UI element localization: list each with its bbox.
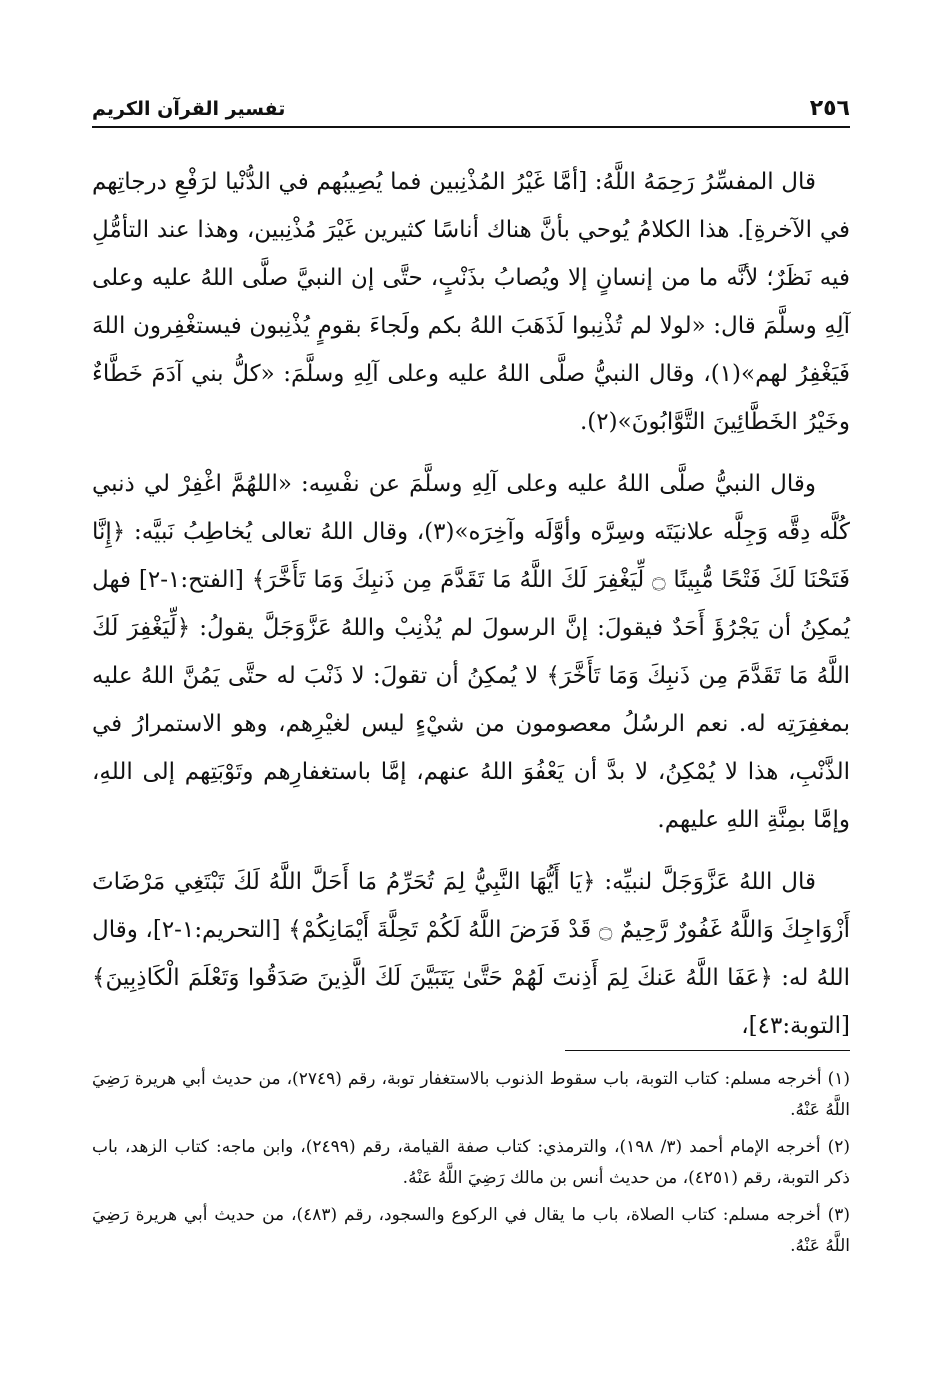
footnote: (٢) أخرجه الإمام أحمد (٣/ ١٩٨)، والترمذي: كتاب صفة القيامة، رقم (٢٤٩٩)، وابن ماجه: كتاب الزهد، باب ذكر التوبة، رقم (٤٢٥١)، من حديث أنس بن مالك رَضِيَ اللَّهُ عَنْهُ. (92, 1137, 851, 1188)
page-number: ٢٥٦ (809, 96, 850, 121)
paragraph: وقال النبيُّ صلَّى اللهُ عليه وعلى آلِهِ وسلَّمَ عن نفْسِه: «اللهُمَّ اغْفِرْ لي ذنبي كُلَّه دِقَّه وَجِلَّه علانيَتَه وسِرَّه وأوَّلَه وآخِرَه»(٣)، وقال اللهُ تعالى يُخاطِبُ نَبيَّه: ﴿إِنَّا فَتَحْنَا لَكَ فَتْحًا مُّبِينًا ۝ لِّيَغْفِرَ لَكَ اللَّهُ مَا تَقَدَّمَ مِن ذَنبِكَ وَمَا تَأَخَّرَ﴾ [الفتح:١-٢] فهل يُمكِنُ أن يَجْرُؤَ أَحَدٌ فيقولَ: إنَّ الرسولَ لم يُذْنِبْ واللهُ عَزَّوَجَلَّ يقولُ: ﴿لِّيَغْفِرَ لَكَ اللَّهُ مَا تَقَدَّمَ مِن ذَنبِكَ وَمَا تَأَخَّرَ﴾ لا يُمكِنُ أن تقولَ: لا ذَنْبَ له حتَّى يَمُنَّ اللهُ عليه بمغفِرَتِه له. نعم الرسُلُ معصومون من شيْءٍ ليس لغيْرِهم، وهو الاستمرارُ في الذَّنْبِ، هذا لا يُمْكِنُ، لا بدَّ أن يَعْفُوَ اللهُ عنهم، إمَّا باستغفارِهم وتَوْبَتِهم إلى اللهِ، وإمَّا بمِنَّةِ اللهِ عليهم. (92, 471, 850, 833)
footnotes (92, 1064, 850, 1268)
running-title: تفسير القرآن الكريم (92, 98, 286, 120)
paragraph: قال المفسِّرُ رَحِمَهُ اللَّهُ: [أمَّا غَيْرُ المُذْنِبين فما يُصِيبُهم في الدُّنْيا لرَفْعِ درجاتِهم في الآخرةِ]. هذا الكلامُ يُوحي بأنَّ هناك أناسًا كثيرين غَيْرَ مُذْنِبين، وهذا عند التأمُّلِ فيه نَظَرٌ؛ لأنَّه ما من إنسانٍ إلا ويُصابُ بذَنْبٍ، حتَّى إن النبيَّ صلَّى اللهُ عليه وعلى آلِهِ وسلَّمَ قال: «لولا لم تُذْنِبوا لَذَهَبَ اللهُ بكم ولَجاءَ بقومٍ يُذْنِبون فيستغْفِرون اللهَ فَيَغْفِرُ لهم»(١)، وقال النبيُّ صلَّى اللهُ عليه وعلى آلِهِ وسلَّمَ: «كلُّ بني آدَمَ خَطَّاءٌ وخَيْرُ الخَطَّائِينَ التَّوَّابُونَ»(٢). (92, 169, 850, 435)
footnote-rule (565, 1050, 850, 1051)
body-text (92, 158, 850, 1050)
paragraph: قال اللهُ عَزَّوَجَلَّ لنبيِّه: ﴿يَا أَيُّهَا النَّبِيُّ لِمَ تُحَرِّمُ مَا أَحَلَّ اللَّهُ لَكَ تَبْتَغِي مَرْضَاتَ أَزْوَاجِكَ وَاللَّهُ غَفُورٌ رَّحِيمٌ ۝ قَدْ فَرَضَ اللَّهُ لَكُمْ تَحِلَّةَ أَيْمَانِكُمْ﴾ [التحريم:١-٢]، وقال اللهُ له: ﴿عَفَا اللَّهُ عَنكَ لِمَ أَذِنتَ لَهُمْ حَتَّىٰ يَتَبَيَّنَ لَكَ الَّذِينَ صَدَقُوا وَتَعْلَمَ الْكَاذِبِينَ﴾ [التوبة:٤٣]، (92, 869, 850, 1039)
footnote: (١) أخرجه مسلم: كتاب التوبة، باب سقوط الذنوب بالاستغفار توبة، رقم (٢٧٤٩)، من حديث أبي هريرة رَضِيَ اللَّهُ عَنْهُ. (92, 1069, 850, 1120)
footnote: (٣) أخرجه مسلم: كتاب الصلاة، باب ما يقال في الركوع والسجود، رقم (٤٨٣)، من حديث أبي هريرة رَضِيَ اللَّهُ عَنْهُ. (92, 1205, 850, 1256)
header-rule (92, 126, 850, 128)
